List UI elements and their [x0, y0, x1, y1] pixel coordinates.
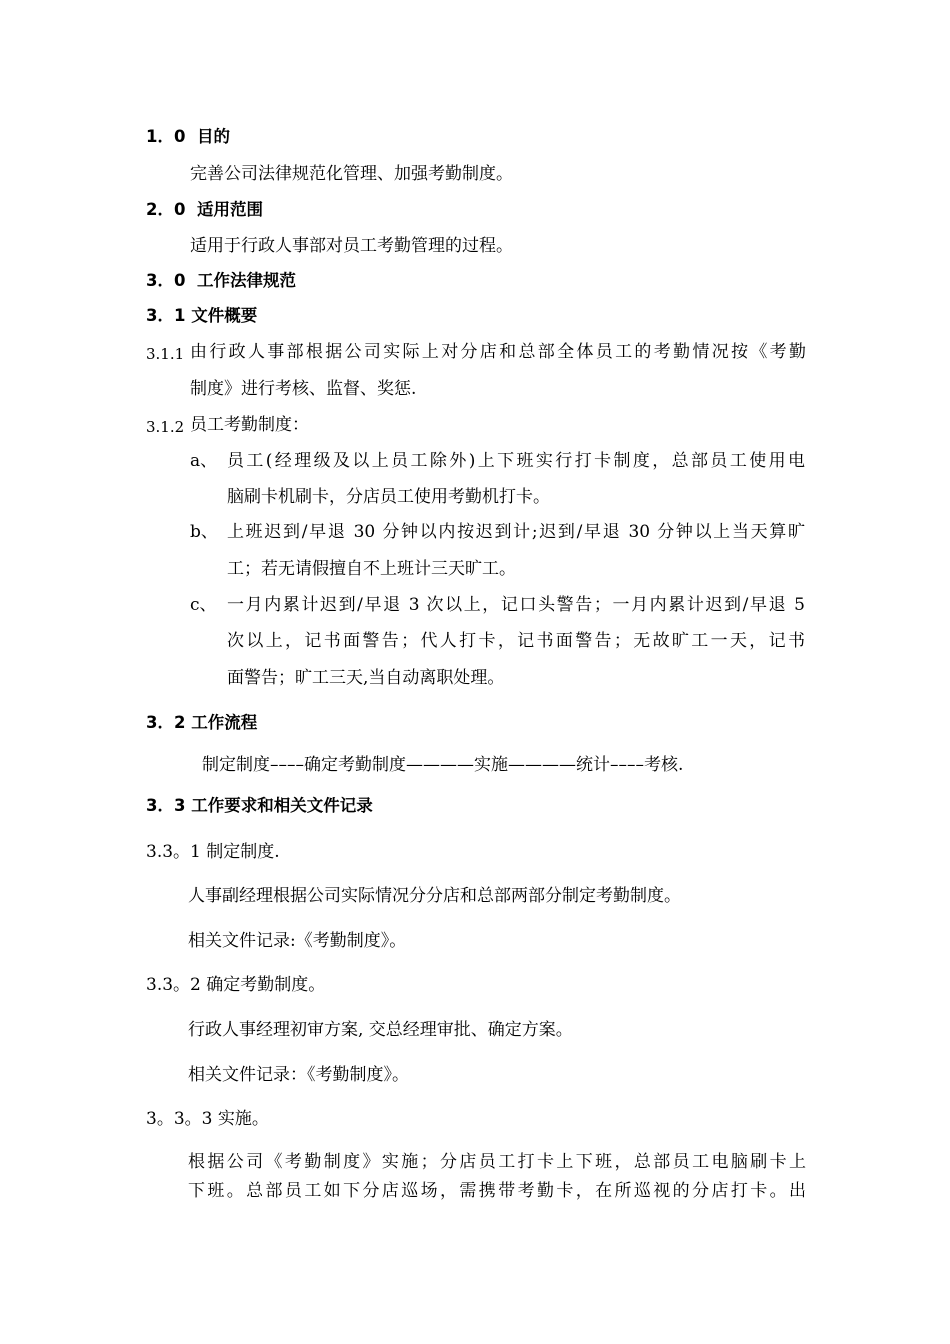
clause-3-1-2-text: 员工考勤制度：	[190, 415, 309, 435]
section-number: 3．2	[146, 713, 186, 732]
clause-3-3-1-body: 人事副经理根据公司实际情况分分店和总部两部分制定考勤制度。	[188, 886, 681, 906]
section-title: 目的	[196, 127, 230, 146]
item-a-line2: 脑刷卡机刷卡，分店员工使用考勤机打卡。	[227, 487, 550, 507]
clause-3-3-1-heading: 3.3。1 制定制度.	[146, 842, 280, 862]
clause-3-3-2-record: 相关文件记录：《考勤制度》。	[188, 1065, 409, 1085]
clause-3-1-1-number: 3.1.1	[146, 345, 185, 363]
clause-text: 根据公司《考勤制度》实施；分店员工打卡上下班，总部员工电脑刷卡上	[188, 1152, 806, 1172]
section-title: 工作法律规范	[196, 271, 296, 290]
item-text: 员工(经理级及以上员工除外)上下班实行打卡制度，总部员工使用电	[227, 451, 805, 471]
item-c-line1	[227, 594, 805, 616]
clause-3-3-2-body: 行政人事经理初审方案, 交总经理审批、确定方案。	[188, 1020, 573, 1040]
item-c-label: c、	[190, 595, 217, 615]
section-1-heading	[146, 126, 230, 148]
section-2-body: 适用于行政人事部对员工考勤管理的过程。	[190, 236, 513, 256]
section-number: 1．0	[146, 127, 186, 146]
clause-3-1-1-line1	[190, 341, 806, 363]
item-a-line1	[227, 450, 805, 472]
section-3-heading	[146, 270, 296, 292]
section-2-heading	[146, 199, 263, 221]
section-number: 3．1	[146, 306, 186, 325]
clause-3-3-1-record: 相关文件记录:《考勤制度》。	[188, 931, 407, 951]
section-number: 3．3	[146, 796, 186, 815]
section-title: 适用范围	[196, 200, 263, 219]
item-a-label: a、	[190, 451, 218, 471]
clause-text: 下班。总部员工如下分店巡场，需携带考勤卡，在所巡视的分店打卡。出	[188, 1181, 806, 1201]
section-1-body: 完善公司法律规范化管理、加强考勤制度。	[190, 164, 513, 184]
section-3-1-heading	[146, 305, 257, 327]
section-number: 2．0	[146, 200, 186, 219]
item-b-line2: 工；若无请假擅自不上班计三天旷工。	[227, 559, 516, 579]
clause-3-3-3-line1	[188, 1151, 806, 1173]
section-3-3-heading	[146, 795, 373, 817]
item-c-line3: 面警告；旷工三天,当自动离职处理。	[227, 668, 505, 688]
workflow-line: 制定制度––––确定考勤制度————实施————统计––––考核.	[202, 755, 684, 775]
clause-3-1-1-line2: 制度》进行考核、监督、奖惩.	[190, 379, 417, 399]
clause-3-3-3-heading: 3。3。3 实施。	[146, 1109, 269, 1129]
section-3-2-heading	[146, 712, 257, 734]
item-text: 一月内累计迟到/早退 3 次以上，记口头警告；一月内累计迟到/早退 5	[227, 595, 805, 615]
clause-text: 由行政人事部根据公司实际上对分店和总部全体员工的考勤情况按《考勤	[190, 342, 806, 362]
clause-3-3-2-heading: 3.3。2 确定考勤制度。	[146, 975, 326, 995]
section-title: 工作流程	[191, 713, 258, 732]
section-title: 文件概要	[191, 306, 258, 325]
clause-3-3-3-line2	[188, 1180, 806, 1202]
clause-3-1-2-number: 3.1.2	[146, 418, 185, 436]
item-text: 次以上，记书面警告；代人打卡，记书面警告；无故旷工一天，记书	[227, 631, 805, 651]
item-b-label: b、	[190, 522, 218, 542]
item-text: 上班迟到/早退 30 分钟以内按迟到计;迟到/早退 30 分钟以上当天算旷	[227, 522, 805, 542]
item-c-line2	[227, 630, 805, 652]
item-b-line1	[227, 521, 805, 543]
section-title: 工作要求和相关文件记录	[191, 796, 373, 815]
section-number: 3．0	[146, 271, 186, 290]
